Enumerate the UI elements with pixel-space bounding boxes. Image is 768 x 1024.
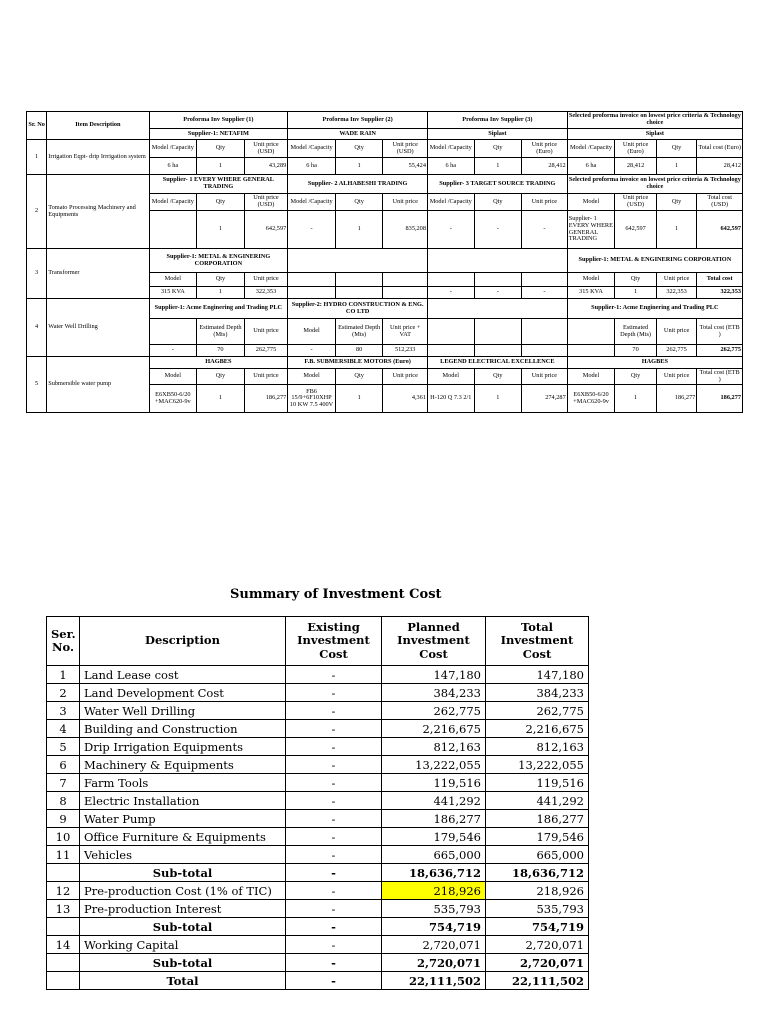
selected-proforma-header: Selected proforma invoice on lowest price criteria & Technology choice [567,112,742,129]
col-model: Model [427,369,474,385]
cell: - [522,211,568,249]
existing-cost-cell: - [286,918,382,936]
table-row [47,756,589,774]
r3-description: Transformer [47,249,149,299]
description-cell: Pre-production Cost (1% of TIC) [80,882,286,900]
col-qty: Qty [474,369,522,385]
description-cell: Office Furniture & Equipments [80,828,286,846]
cell: 28,412 [522,158,568,175]
description-cell: Sub-total [80,864,286,882]
empty [427,345,474,357]
table-row [47,666,589,684]
cell: 1 [197,287,245,299]
existing-cost-cell: - [286,774,382,792]
description-cell: Electric Installation [80,792,286,810]
col-total-cost: Total cost (USD) [697,194,743,211]
cell: 315 KVA [567,287,615,299]
existing-cost-cell: - [286,864,382,882]
r4-supplier-2: Supplier-2: HYDRO CONSTRUCTION & ENG. CO LTD [288,299,428,319]
empty [474,273,522,287]
cell: 186,277 [244,385,288,413]
ser-no-cell: 5 [47,738,80,756]
planned-cost-cell: 119,516 [382,774,486,792]
cell: 4,361 [383,385,428,413]
r1-supplier-3: Siplast [427,129,567,140]
cell [149,211,197,249]
col-model: Model [149,369,197,385]
description-cell: Machinery & Equipments [80,756,286,774]
existing-cost-cell: - [286,936,382,954]
col-model: Model /Capacity [567,140,615,158]
ser-no-cell: 6 [47,756,80,774]
col-qty: Qty [197,273,245,287]
cell: 28,412 [697,158,743,175]
r4-supplier-1: Supplier-1: Acme Enginering and Trading PLC [149,299,288,319]
description-header: Description [80,617,286,666]
total-cost-cell: 18,636,712 [486,864,589,882]
col-qty: Qty [474,194,522,211]
col-unit-price: Unit price (USD) [244,140,288,158]
empty [474,319,522,345]
col-total-cost: Total cost (ETB ) [697,369,743,385]
cell: 315 KVA [149,287,197,299]
r1-supplier-selected: Siplast [567,129,742,140]
planned-cost-cell: 18,636,712 [382,864,486,882]
cell: 6 ha [567,158,615,175]
existing-cost-cell: - [286,666,382,684]
cell: - [474,287,522,299]
existing-cost-cell: - [286,738,382,756]
empty [427,249,567,273]
existing-cost-cell: - [286,684,382,702]
ser-no-cell: 11 [47,846,80,864]
cell: 322,353 [697,287,743,299]
summary-body [47,666,589,990]
existing-cost-cell: - [286,810,382,828]
col-qty: Qty [197,140,245,158]
sr-no-header: Sr. No [27,112,47,140]
cell: 1 [474,385,522,413]
cell: 1 [335,158,383,175]
empty [522,319,568,345]
cell: - [427,211,474,249]
empty [427,273,474,287]
empty [335,287,383,299]
cell: 6 ha [288,158,336,175]
ser-no-cell: 13 [47,900,80,918]
col-qty: Qty [474,140,522,158]
item-description-header: Item Description [47,112,149,140]
r4-supplier-selected: Supplier-1: Acme Enginering and Trading PLC [567,299,742,319]
col-unit-price: Unit price [656,319,697,345]
existing-cost-cell: - [286,702,382,720]
total-cost-cell: 2,720,071 [486,936,589,954]
col-unit-price: Unit price + VAT [383,319,428,345]
planned-cost-cell: 179,546 [382,828,486,846]
ser-no-cell [47,972,80,990]
cell: E6XB50-6/20 +MAC620-9v [567,385,615,413]
empty [522,345,568,357]
r2-selected-header: Selected proforma invoice on lowest price criteria & Technology choice [567,175,742,194]
cell: 642,597 [697,211,743,249]
total-cost-cell: 147,180 [486,666,589,684]
existing-cost-cell: - [286,720,382,738]
r1-supplier-2: WADE RAIN [288,129,428,140]
col-model: Model [567,273,615,287]
col-total-cost: Total cost [697,273,743,287]
ser-no-cell: 1 [47,666,80,684]
description-cell: Pre-production Interest [80,900,286,918]
cell: 70 [615,345,657,357]
col-model: Model /Capacity [149,194,197,211]
cell: 186,277 [656,385,697,413]
cell: H-120 Q 7.3 2/1 [427,385,474,413]
total-cost-cell: 665,000 [486,846,589,864]
table-row [47,792,589,810]
cell: 642,597 [615,211,657,249]
empty [427,299,567,319]
total-cost-cell: 119,516 [486,774,589,792]
table-row [47,864,589,882]
col-qty: Qty [615,369,657,385]
col-est-depth: Estimated Depth (Mts) [335,319,383,345]
total-cost-cell: 812,163 [486,738,589,756]
ser-no-cell [47,954,80,972]
cell: 642,597 [244,211,288,249]
cell: 322,353 [656,287,697,299]
planned-cost-cell: 441,292 [382,792,486,810]
planned-cost-cell: 384,233 [382,684,486,702]
cell: 262,775 [697,345,743,357]
total-cost-cell: 262,775 [486,702,589,720]
planned-cost-cell: 147,180 [382,666,486,684]
col-qty: Qty [656,140,697,158]
cell: 1 [197,211,245,249]
planned-cost-cell: 22,111,502 [382,972,486,990]
cell: 1 [197,385,245,413]
planned-cost-cell: 2,216,675 [382,720,486,738]
planned-cost-cell: 535,793 [382,900,486,918]
existing-cost-cell: - [286,756,382,774]
r2-supplier-1: Supplier- 1 EVERY WHERE GENERAL TRADING [149,175,288,194]
planned-cost-cell: 2,720,071 [382,936,486,954]
col-model: Model [288,319,336,345]
cell: 835,208 [383,211,428,249]
r2-supplier-2: Supplier- 2 ALHABESHI TRADING [288,175,428,194]
existing-cost-cell: - [286,900,382,918]
cell: 1 [335,385,383,413]
r2-description: Tomato Processing Machinery and Equipments [47,175,149,249]
table-row [47,684,589,702]
cell: - [149,345,197,357]
table-row [47,720,589,738]
proforma-supplier-1-header: Proforma Inv Supplier (1) [149,112,288,129]
total-cost-cell: 2,720,071 [486,954,589,972]
empty [335,273,383,287]
cell: - [288,345,336,357]
description-cell: Building and Construction [80,720,286,738]
cell: 1 [656,158,697,175]
col-model: Model [567,369,615,385]
col-model: Model /Capacity [288,140,336,158]
cell: 6 ha [149,158,197,175]
cell: 55,424 [383,158,428,175]
proforma-supplier-2-header: Proforma Inv Supplier (2) [288,112,428,129]
col-model: Model [567,194,615,211]
cell: 1 [197,158,245,175]
description-cell: Farm Tools [80,774,286,792]
col-unit-price: Unit price [383,369,428,385]
existing-cost-cell: - [286,954,382,972]
proforma-supplier-3-header: Proforma Inv Supplier (3) [427,112,567,129]
description-cell: Drip Irrigation Equipments [80,738,286,756]
ser-no-cell: 8 [47,792,80,810]
empty [288,273,336,287]
table-row [47,882,589,900]
table-row [47,702,589,720]
r1-supplier-1: Supplier-1: NETAFIM [149,129,288,140]
empty [522,273,568,287]
ser-no-cell: 2 [47,684,80,702]
col-qty: Qty [197,194,245,211]
col-model: Model /Capacity [427,194,474,211]
col-model: Model /Capacity [288,194,336,211]
description-cell: Total [80,972,286,990]
ser-no-cell: 9 [47,810,80,828]
empty [288,249,428,273]
cell: 1 [474,158,522,175]
total-cost-cell: 384,233 [486,684,589,702]
col-total-cost: Total cost (ETB ) [697,319,743,345]
cell: 1 [656,211,697,249]
empty [427,319,474,345]
total-cost-cell: 186,277 [486,810,589,828]
col-qty: Qty [335,369,383,385]
r5-sn: 5 [27,357,47,413]
table-row [47,900,589,918]
col-unit-price: Unit price (Euro) [615,140,657,158]
col-qty: Qty [335,140,383,158]
existing-cost-cell: - [286,882,382,900]
col-est-depth: Estimated Depth (Mts) [197,319,245,345]
r2-sn: 2 [27,175,47,249]
col-model: Model /Capacity [427,140,474,158]
table-row [47,918,589,936]
cell: 262,775 [244,345,288,357]
ser-no-cell: 12 [47,882,80,900]
ser-no-cell: 7 [47,774,80,792]
ser-no-cell: 14 [47,936,80,954]
description-cell: Water Pump [80,810,286,828]
description-cell: Land Development Cost [80,684,286,702]
existing-cost-header: Existing Investment Cost [286,617,382,666]
cell: 262,775 [656,345,697,357]
total-cost-cell: 535,793 [486,900,589,918]
table-row [47,810,589,828]
r3-sn: 3 [27,249,47,299]
planned-cost-cell: 812,163 [382,738,486,756]
ser-no-cell: 3 [47,702,80,720]
planned-cost-cell: 665,000 [382,846,486,864]
investment-summary-table [46,616,589,990]
col-qty: Qty [197,369,245,385]
col-unit-price: Unit price (USD) [615,194,657,211]
table-row [47,972,589,990]
planned-cost-cell: 186,277 [382,810,486,828]
ser-no-cell: 4 [47,720,80,738]
col-model: Model [149,273,197,287]
table-row [47,936,589,954]
cell: 80 [335,345,383,357]
r4-sn: 4 [27,299,47,357]
total-cost-header: Total Investment Cost [486,617,589,666]
empty [383,287,428,299]
total-cost-cell: 179,546 [486,828,589,846]
cell: 1 [335,211,383,249]
cell: - [474,211,522,249]
cell: Supplier- 1 EVERY WHERE GENERAL TRADING [567,211,615,249]
col-model: Model /Capacity [149,140,197,158]
cell: 1 [615,287,657,299]
r4-description: Water Well Drilling [47,299,149,357]
cell: 43,289 [244,158,288,175]
cell: - [522,287,568,299]
empty [474,345,522,357]
ser-no-header: Ser. No. [47,617,80,666]
col-unit-price: Unit price [656,273,697,287]
table-row [47,738,589,756]
col-unit-price: Unit price [383,194,428,211]
total-cost-cell: 22,111,502 [486,972,589,990]
r2-supplier-3: Supplier- 3 TARGET SOURCE TRADING [427,175,567,194]
r1-sn: 1 [27,140,47,175]
r5-description: Submersible water pump [47,357,149,413]
cell: - [427,287,474,299]
col-qty: Qty [656,194,697,211]
total-cost-cell: 218,926 [486,882,589,900]
planned-cost-cell: 262,775 [382,702,486,720]
total-cost-cell: 441,292 [486,792,589,810]
existing-cost-cell: - [286,846,382,864]
ser-no-cell [47,918,80,936]
description-cell: Working Capital [80,936,286,954]
col-total-cost: Total cost (Euro) [697,140,743,158]
description-cell: Vehicles [80,846,286,864]
table-row [47,846,589,864]
empty [288,287,336,299]
empty [567,345,615,357]
planned-cost-cell: 13,222,055 [382,756,486,774]
empty [149,319,197,345]
existing-cost-cell: - [286,792,382,810]
cell: FB6 15/9+6F10XHP 10 KW 7.5 400V [288,385,336,413]
col-unit-price: Unit price [522,194,568,211]
proforma-invoice-table [26,111,743,413]
cell: E6XB50-6/20 +MAC620-9v [149,385,197,413]
r3-supplier-selected: Supplier-1: METAL & ENGINERING CORPORATION [567,249,742,273]
cell: 512,233 [383,345,428,357]
cell: 186,277 [697,385,743,413]
total-cost-cell: 13,222,055 [486,756,589,774]
planned-cost-cell: 2,720,071 [382,954,486,972]
cell: 1 [615,385,657,413]
table-row [47,954,589,972]
col-est-depth: Estimated Depth (Mts) [615,319,657,345]
ser-no-cell [47,864,80,882]
cell: 274,287 [522,385,568,413]
planned-cost-cell: 218,926 [382,882,486,900]
cell: 28,412 [615,158,657,175]
planned-cost-cell: 754,719 [382,918,486,936]
col-unit-price: Unit price (USD) [244,194,288,211]
summary-title: Summary of Investment Cost [230,587,442,602]
table-row [47,774,589,792]
r1-description: Irrigation Eqpt- drip Irrrigation system [47,140,149,175]
cell: - [288,211,336,249]
empty [383,273,428,287]
col-unit-price: Unit price [522,369,568,385]
description-cell: Water Well Drilling [80,702,286,720]
description-cell: Sub-total [80,954,286,972]
cell: 322,353 [244,287,288,299]
table-row [47,828,589,846]
col-unit-price: Unit price [244,369,288,385]
col-model: Model [288,369,336,385]
col-unit-price: Unit price (USD) [383,140,428,158]
planned-cost-header: Planned Investment Cost [382,617,486,666]
empty [567,319,615,345]
total-cost-cell: 754,719 [486,918,589,936]
r5-supplier-2: F.B. SUBMERSIBLE MOTORS (Euro) [288,357,428,369]
r5-supplier-1: HAGBES [149,357,288,369]
col-unit-price: Unit price [656,369,697,385]
col-unit-price: Unit price [244,319,288,345]
total-cost-cell: 2,216,675 [486,720,589,738]
existing-cost-cell: - [286,828,382,846]
cell: 70 [197,345,245,357]
col-unit-price: Unit price (Euro) [522,140,568,158]
description-cell: Sub-total [80,918,286,936]
description-cell: Land Lease cost [80,666,286,684]
ser-no-cell: 10 [47,828,80,846]
r5-supplier-3: LEGEND ELECTRICAL EXCELLENCE [427,357,567,369]
col-qty: Qty [335,194,383,211]
r5-supplier-selected: HAGBES [567,357,742,369]
col-qty: Qty [615,273,657,287]
cell: 6 ha [427,158,474,175]
col-unit-price: Unit price [244,273,288,287]
r3-supplier-1: Supplier-1: METAL & ENGINERING CORPORATION [149,249,288,273]
existing-cost-cell: - [286,972,382,990]
